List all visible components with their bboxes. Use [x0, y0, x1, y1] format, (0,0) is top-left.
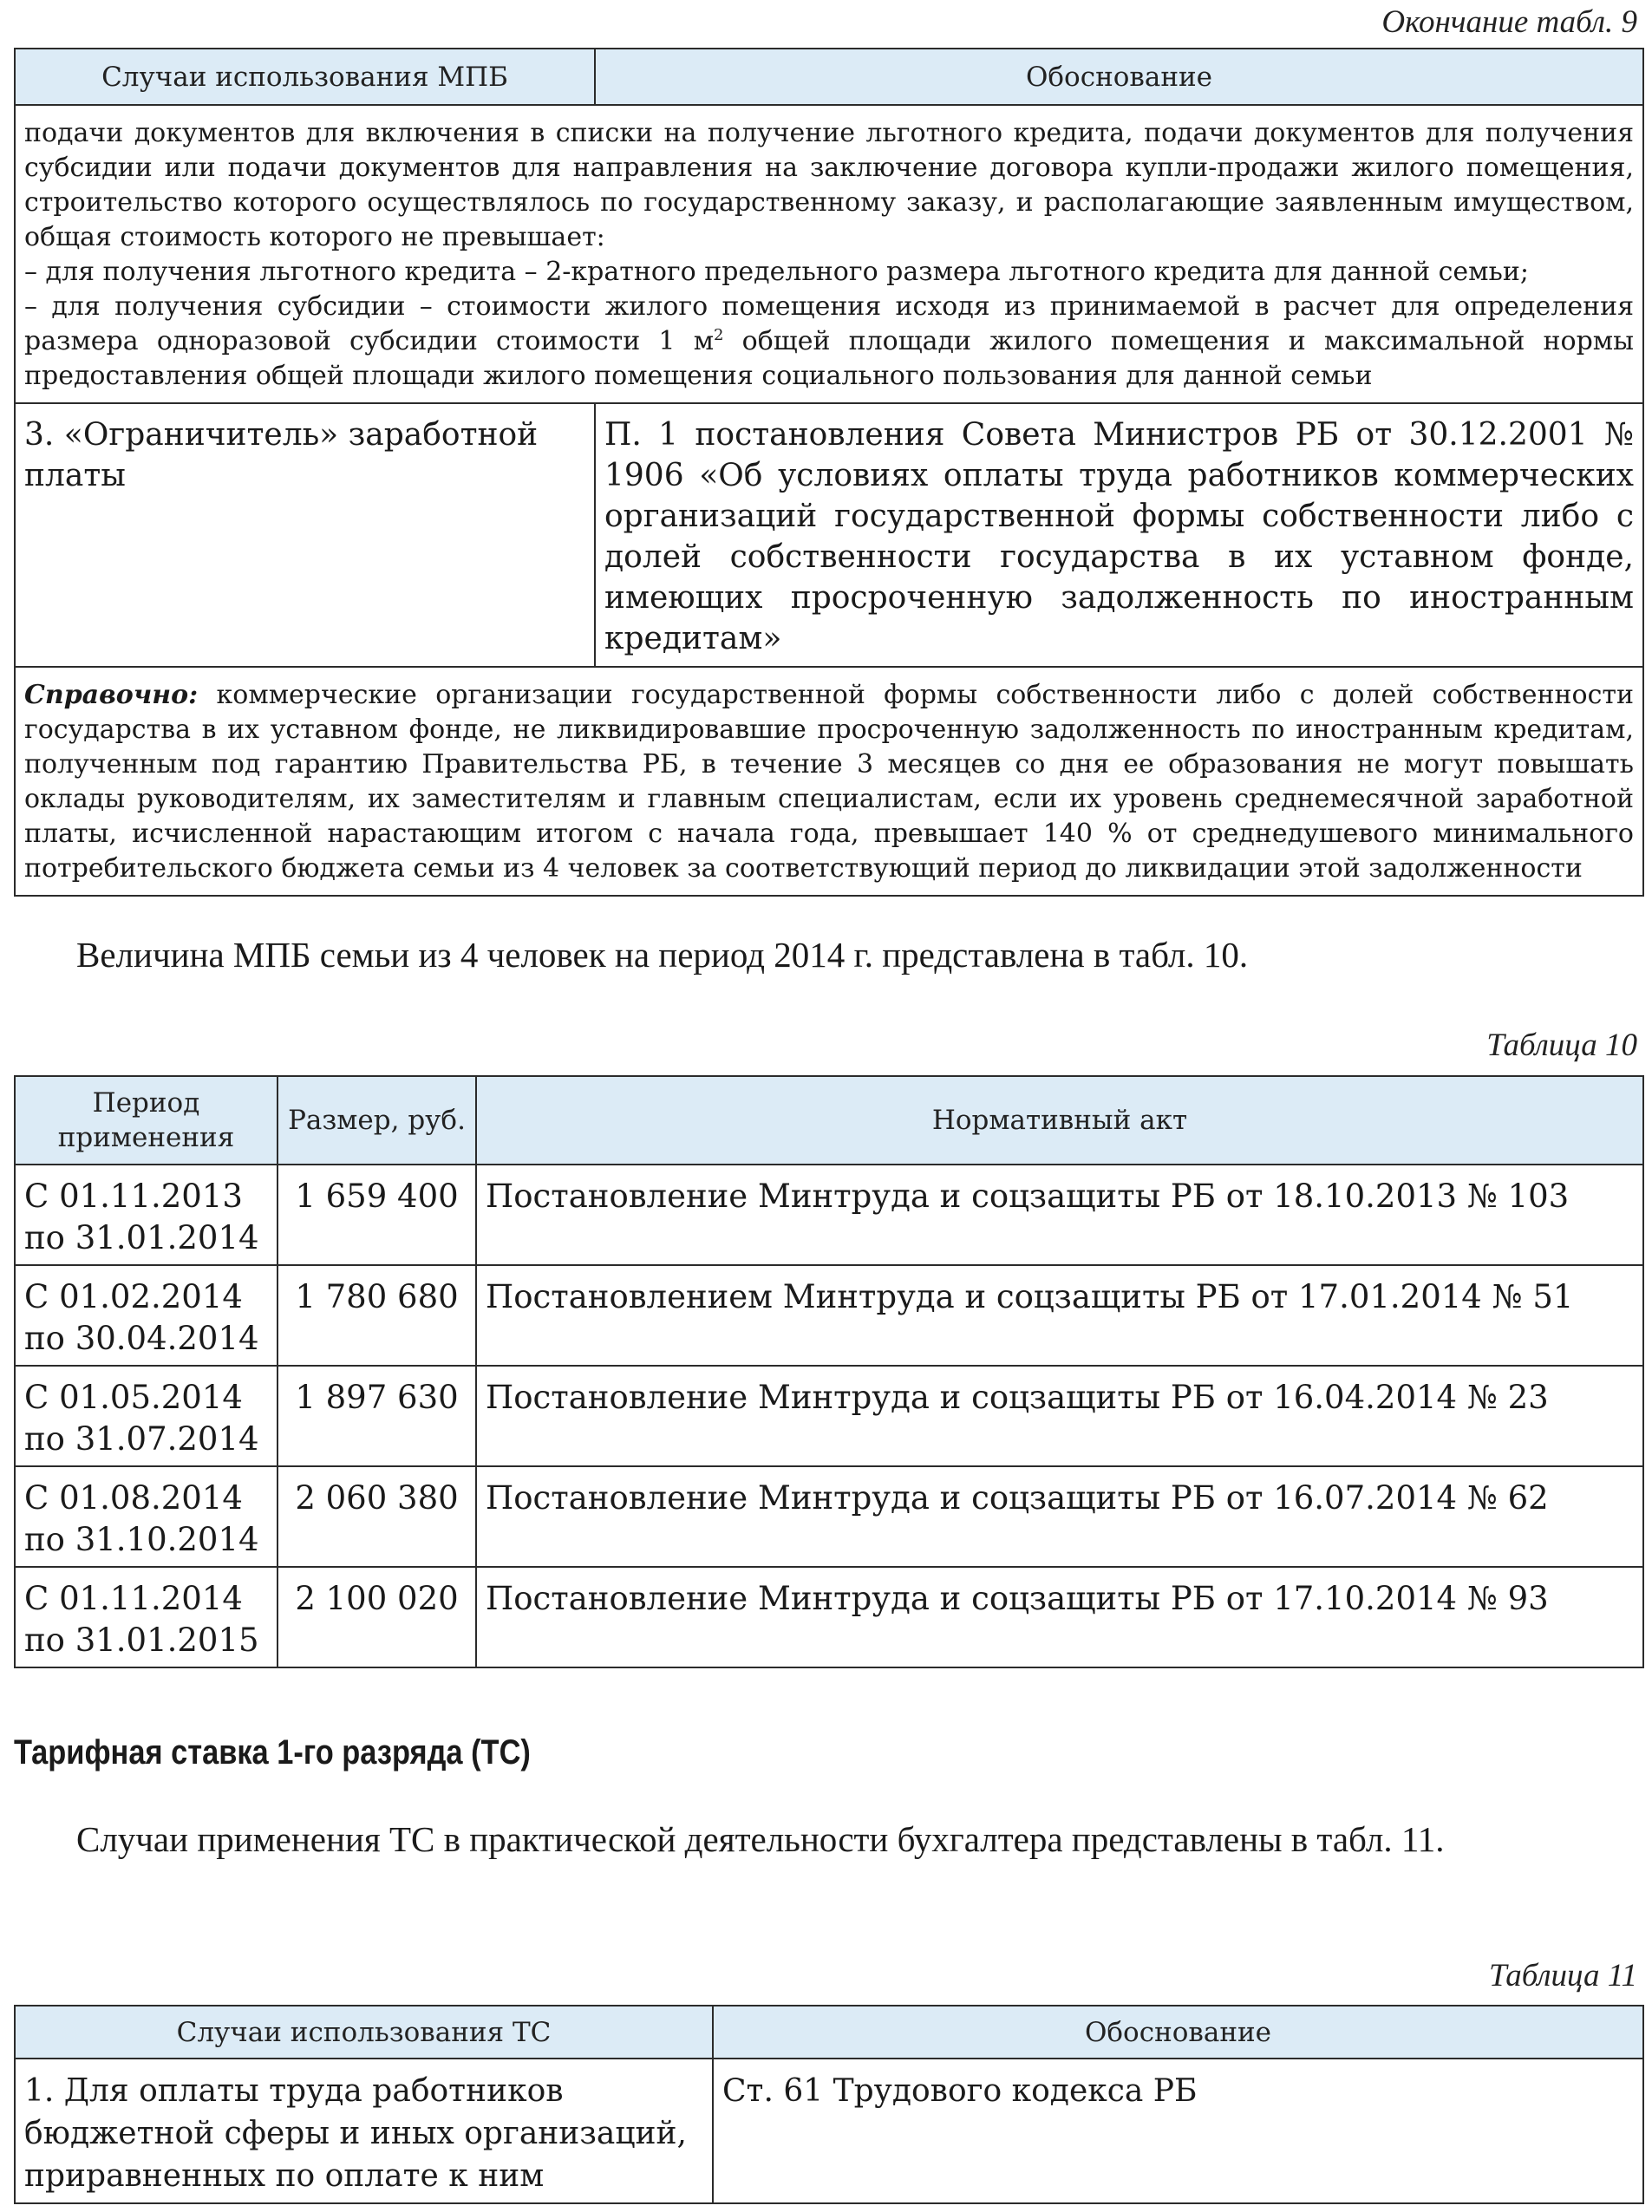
table10-header-act: Нормативный акт	[476, 1076, 1643, 1165]
table10-header-period: Период применения	[15, 1076, 278, 1165]
table9-continuation-text-2: – для получения льготного кредита – 2-кратного предельного размера льготного кредита для данной семьи;	[24, 257, 1529, 287]
table10-row	[15, 1567, 1643, 1667]
table9-note-cell	[15, 667, 1643, 896]
table10-row	[15, 1466, 1643, 1567]
table11-row1-basis: Ст. 61 Трудового кодекса РБ	[713, 2059, 1643, 2203]
table10-act: Постановление Минтруда и соцзащиты РБ от 16.07.2014 № 62	[476, 1466, 1643, 1567]
section-heading: Тарифная ставка 1-го разряда (ТС)	[14, 1733, 531, 1772]
paragraph-1: Величина МПБ семьи из 4 человек на период 2014 г. представлена в табл. 10.	[76, 935, 1249, 975]
table10-row	[15, 1265, 1643, 1366]
table10-amount: 2 060 380	[278, 1466, 476, 1567]
table10-act: Постановлением Минтруда и соцзащиты РБ от 17.01.2014 № 51	[476, 1265, 1643, 1366]
table9-note-text: коммерческие организации государственной формы собственности либо с долей собственности государства в их уставном фонде, не ликвидировавшие просроченную задолженность по иностранным кредитам, полученным под гарантию Правительства РБ, в течение 3 месяцев со дня ее образования не могут повышать оклады руководителям, их заместителям и главным специалистам, если их уровень среднемесячной заработной платы, исчисленной нарастающим итогом с начала года, превышает 140 % от среднедушевого минимального потребительского бюджета семьи из 4 человек за соответствующий период до ликвидации этой задолженности	[24, 680, 1634, 884]
table9-note-row	[15, 667, 1643, 896]
table11-header-basis: Обоснование	[713, 2006, 1643, 2059]
table9-text-3a: – для получения субсидии – стоимости жилого помещения исходя из принимаемой в расчет для определения размера одноразовой субсидии стоимости 1 м	[24, 291, 1634, 356]
table10-amount: 1 897 630	[278, 1366, 476, 1466]
table10-period: С 01.11.2014 по 31.01.2015	[15, 1567, 278, 1667]
table9-row3-basis: П. 1 постановления Совета Министров РБ от 30.12.2001 № 1906 «Об условиях оплаты труда работников коммерческих организаций государственной формы собственности либо с долей собственности государства в их уставном фонде, имеющих просроченную задолженность по иностранным кредитам»	[595, 403, 1643, 667]
table10-amount: 1 659 400	[278, 1165, 476, 1265]
table10-period: С 01.05.2014 по 31.07.2014	[15, 1366, 278, 1466]
table9-row3-case: 3. «Ограничитель» заработной платы	[15, 403, 595, 667]
table9-text-3b: общей площади жилого помещения и максимальной нормы предоставления общей площади жилого помещения социального пользования для данной семьи	[24, 326, 1634, 391]
table10-period: С 01.02.2014 по 30.04.2014	[15, 1265, 278, 1366]
table10-row	[15, 1366, 1643, 1466]
table10-amount: 1 780 680	[278, 1265, 476, 1366]
table9-caption: Окончание табл. 9	[1381, 4, 1637, 40]
table10-period: С 01.08.2014 по 31.10.2014	[15, 1466, 278, 1567]
table9-row-continuation	[15, 105, 1643, 403]
table11-caption: Таблица 11	[1488, 1958, 1637, 1993]
table9-header-basis: Обоснование	[595, 49, 1643, 105]
table11	[14, 2005, 1644, 2204]
table10-act: Постановление Минтруда и соцзащиты РБ от 17.10.2014 № 93	[476, 1567, 1643, 1667]
table11-row1-case: 1. Для оплаты труда работников бюджетной сферы и иных организаций, приравненных по оплате к ним	[15, 2059, 713, 2203]
paragraph-2: Случаи применения ТС в практической деятельности бухгалтера представлены в табл. 11.	[76, 1819, 1445, 1859]
table11-row-1	[15, 2059, 1643, 2203]
table9-header-row	[15, 49, 1643, 105]
table10-header-row	[15, 1076, 1643, 1165]
table11-header-row	[15, 2006, 1643, 2059]
table9-continuation-text-3	[24, 290, 1634, 394]
table10-header-amount: Размер, руб.	[278, 1076, 476, 1165]
table9-header-case: Случаи использования МПБ	[15, 49, 595, 105]
table10-act: Постановление Минтруда и соцзащиты РБ от 18.10.2013 № 103	[476, 1165, 1643, 1265]
table10-amount: 2 100 020	[278, 1567, 476, 1667]
table9-note-label: Справочно:	[24, 680, 199, 710]
table10	[14, 1075, 1644, 1668]
table9-continuation-cell	[15, 105, 1643, 403]
table10-act: Постановление Минтруда и соцзащиты РБ от 16.04.2014 № 23	[476, 1366, 1643, 1466]
table9-text-3sup: 2	[714, 326, 724, 344]
table9	[14, 48, 1644, 897]
table9-row-3	[15, 403, 1643, 667]
table10-row	[15, 1165, 1643, 1265]
table9-continuation-text-1: подачи документов для включения в списки на получение льготного кредита, подачи документов для получения субсидии или подачи документов для направления на заключение договора купли-продажи жилого помещения, строительство которого осуществлялось по государственному заказу, и располагающие заявленным имуществом, общая стоимость которого не превышает:	[24, 118, 1634, 252]
table11-header-case: Случаи использования ТС	[15, 2006, 713, 2059]
table10-caption: Таблица 10	[1486, 1028, 1637, 1063]
table10-period: С 01.11.2013 по 31.01.2014	[15, 1165, 278, 1265]
